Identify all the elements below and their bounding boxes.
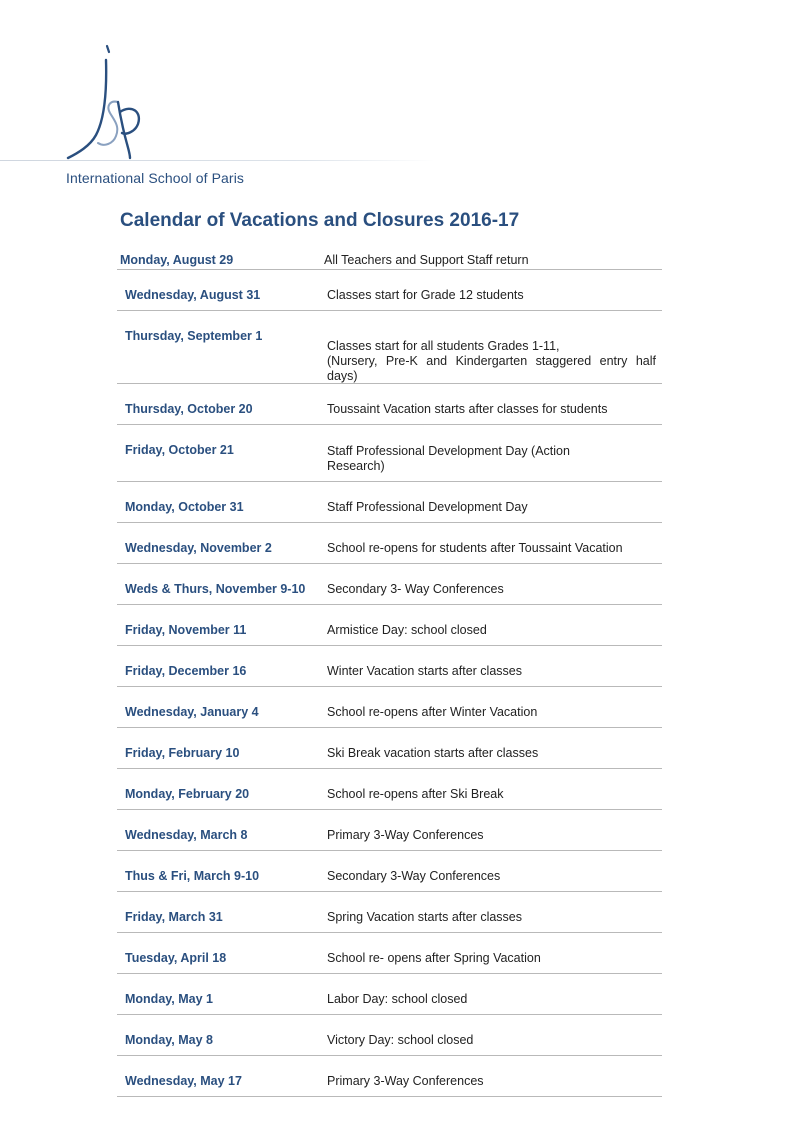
row-date: Thursday, October 20	[125, 402, 253, 416]
row-event	[327, 425, 662, 481]
event-line: Staff Professional Development Day	[327, 500, 528, 514]
calendar-row	[117, 851, 662, 892]
event-line: All Teachers and Support Staff return	[324, 253, 529, 267]
event-line: Winter Vacation starts after classes	[327, 664, 522, 678]
row-event	[324, 248, 662, 269]
row-event	[327, 687, 662, 727]
event-line: Primary 3-Way Conferences	[327, 828, 484, 842]
row-date: Wednesday, August 31	[125, 288, 261, 302]
row-date: Friday, December 16	[125, 664, 247, 678]
row-date: Weds & Thurs, November 9-10	[125, 582, 306, 596]
event-line: Victory Day: school closed	[327, 1033, 474, 1047]
row-event	[327, 851, 662, 891]
event-line: Labor Day: school closed	[327, 992, 468, 1006]
event-line: Spring Vacation starts after classes	[327, 910, 522, 924]
row-date: Monday, August 29	[120, 253, 234, 267]
calendar-row	[117, 892, 662, 933]
event-line: Toussaint Vacation starts after classes for students	[327, 402, 608, 416]
row-date: Friday, March 31	[125, 910, 223, 924]
row-event	[327, 933, 662, 973]
event-line: (Nursery, Pre-K and Kindergarten staggered entry half	[327, 354, 656, 368]
event-line: School re- opens after Spring Vacation	[327, 951, 541, 965]
calendar-row	[117, 384, 662, 425]
calendar-row	[117, 482, 662, 523]
calendar-row	[117, 311, 662, 384]
school-name: International School of Paris	[66, 170, 245, 186]
calendar-table	[117, 248, 662, 1097]
event-line: Armistice Day: school closed	[327, 623, 487, 637]
page-title: Calendar of Vacations and Closures 2016-17	[120, 210, 520, 231]
row-event	[327, 769, 662, 809]
row-date: Monday, October 31	[125, 500, 244, 514]
calendar-row	[117, 270, 662, 311]
row-event	[327, 384, 662, 424]
row-event	[327, 974, 662, 1014]
event-line: School re-opens after Winter Vacation	[327, 705, 538, 719]
row-event	[327, 270, 662, 310]
row-event	[327, 646, 662, 686]
row-date: Friday, October 21	[125, 443, 234, 457]
row-date: Friday, November 11	[125, 623, 247, 637]
calendar-row	[117, 769, 662, 810]
calendar-row	[117, 523, 662, 564]
event-line: Classes start for all students Grades 1-11,	[327, 339, 560, 353]
event-line: School re-opens after Ski Break	[327, 787, 504, 801]
row-event	[327, 482, 662, 522]
row-date: Wednesday, May 17	[125, 1074, 242, 1088]
row-date: Monday, February 20	[125, 787, 250, 801]
calendar-row	[117, 425, 662, 482]
event-line: School re-opens for students after Toussaint Vacation	[327, 541, 623, 555]
calendar-row	[117, 1015, 662, 1056]
row-date: Wednesday, November 2	[125, 541, 272, 555]
event-line: Research)	[327, 459, 385, 473]
calendar-row	[117, 564, 662, 605]
row-event	[327, 523, 662, 563]
event-line: Staff Professional Development Day (Action	[327, 444, 570, 458]
calendar-row	[117, 1056, 662, 1097]
event-line: Primary 3-Way Conferences	[327, 1074, 484, 1088]
row-event	[327, 1056, 662, 1096]
row-event	[327, 810, 662, 850]
header-divider	[0, 160, 435, 161]
row-date: Monday, May 1	[125, 992, 213, 1006]
row-event	[327, 311, 662, 383]
event-line: Secondary 3- Way Conferences	[327, 582, 504, 596]
row-date: Monday, May 8	[125, 1033, 213, 1047]
calendar-row	[117, 605, 662, 646]
event-line: Ski Break vacation starts after classes	[327, 746, 539, 760]
event-line: days)	[327, 369, 358, 383]
calendar-row	[117, 728, 662, 769]
row-date: Thus & Fri, March 9-10	[125, 869, 260, 883]
row-event	[327, 605, 662, 645]
row-event	[327, 892, 662, 932]
row-date: Tuesday, April 18	[125, 951, 227, 965]
event-line: Secondary 3-Way Conferences	[327, 869, 501, 883]
row-date: Friday, February 10	[125, 746, 240, 760]
row-event	[327, 728, 662, 768]
row-date: Thursday, September 1	[125, 329, 263, 343]
event-line: Classes start for Grade 12 students	[327, 288, 524, 302]
calendar-row	[117, 933, 662, 974]
row-event	[327, 564, 662, 604]
isp-logo-icon	[60, 40, 170, 165]
calendar-row	[117, 646, 662, 687]
row-date: Wednesday, January 4	[125, 705, 259, 719]
calendar-row	[117, 974, 662, 1015]
row-date: Wednesday, March 8	[125, 828, 248, 842]
calendar-row	[117, 248, 662, 270]
calendar-row	[117, 687, 662, 728]
calendar-row	[117, 810, 662, 851]
row-event	[327, 1015, 662, 1055]
